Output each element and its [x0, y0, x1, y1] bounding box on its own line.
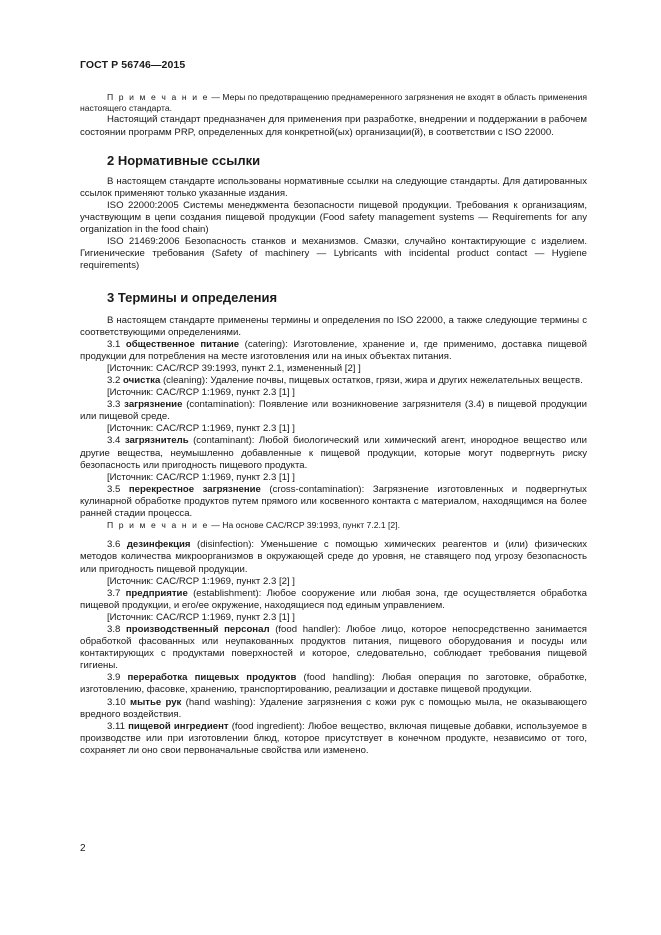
term-entry	[80, 588, 587, 612]
term-number: 3.11	[107, 720, 129, 732]
term-name: пищевой ингредиент	[128, 720, 229, 732]
term-source: [Источник: CAC/RCP 1:1969, пункт 2.3 [2] ]	[107, 575, 295, 587]
term-number: 3.4	[107, 435, 125, 447]
term-name: очистка	[123, 375, 161, 386]
term-number: 3.8	[107, 623, 126, 635]
term-name: предприятие	[125, 587, 188, 599]
section-2-paragraph-1: В настоящем стандарте использованы нормативные ссылки на следующие стандарты. Для датированных ссылок применяют только указанные издания.	[80, 175, 587, 199]
reference-iso-21469: ISO 21469:2006 Безопасность станков и механизмов. Смазки, случайно контактирующие с изделием. Гигиенические требования (Safety of machinery — Lybricants with incidental product contact — Hygiene requirements)	[80, 236, 587, 272]
document-code-header: ГОСТ Р 56746—2015	[80, 59, 186, 71]
term-definition: (cleaning): Удаление почвы, пищевых остатков, грязи, жира и других нежелательных веществ.	[160, 375, 583, 386]
note-label: П р и м е ч а н и е	[107, 92, 209, 102]
intro-paragraph: Настоящий стандарт предназначен для применения при разработке, внедрении и поддержании в рабочем состоянии программ PRP, определенных для конкретной(ых) организации(й), в соответствии с ISO 22000.	[80, 114, 587, 138]
term-name: перекрестное загрязнение	[128, 483, 261, 495]
term-entry	[80, 435, 587, 471]
term-definition: (cross-contamination): Загрязнение изготовленных и подвергнутых кулинарной обработке продуктов путем прямого или косвенного контакта с материалом, находящимся на более ранней стадии процесса.	[80, 483, 587, 520]
section-3-heading: 3 Термины и определения	[107, 290, 278, 306]
page-content	[80, 92, 587, 757]
term-definition: (contaminant): Любой биологический или химический агент, инородное вещество или другие вещества, неумышленно добавленные к пищевой продукции, которые могут подвергнуть риску безопасность или пригодность пищевого продукта.	[80, 435, 587, 471]
term-entry	[80, 624, 587, 672]
term-number: 3.7	[107, 587, 126, 599]
term-entry	[80, 721, 587, 757]
term-definition: (establishment): Любое сооружение или любая зона, где осуществляется обработка пищевой продукции, и его/ее окружение, находящиеся под единым управлением.	[80, 587, 587, 611]
term-number: 3.1	[107, 338, 126, 350]
term-source: [Источник: CAC/RCP 39:1993, пункт 2.1, измененный [2] ]	[107, 362, 361, 374]
term-number: 3.3	[107, 399, 125, 411]
page-number: 2	[80, 843, 86, 854]
term-definition: (food handler): Любое лицо, которое непосредственно занимается обработкой фасованных или неупакованных продуктов питания, пищевого оборудования и посуды или контактирующих с продуктами поверхностей и которое, следовательно, соблюдает требования пищевой гигиены.	[80, 623, 587, 672]
term-definition: (food handling): Любая операция по заготовке, обработке, изготовлению, фасовке, хранению, транспортированию, реализации и доставке пищевой продукции.	[80, 672, 587, 696]
term-entry	[80, 339, 587, 363]
intro-note	[80, 92, 587, 114]
note-text: — На основе CAC/RCP 39:1993, пункт 7.2.1 [2].	[208, 520, 400, 531]
term-entry	[80, 697, 587, 721]
term-note	[80, 520, 587, 531]
term-definition: (contamination): Появление или возникновение загрязнителя (3.4) в пищевой продукции или пищевой среде.	[80, 399, 587, 423]
term-source: [Источник: CAC/RCP 1:1969, пункт 2.3 [1] ]	[107, 611, 295, 623]
term-name: производственный персонал	[126, 623, 270, 635]
note-text: — Меры по предотвращению преднамеренного загрязнения не входят в область применения настоящего стандарта.	[80, 92, 587, 114]
section-2-heading: 2 Нормативные ссылки	[107, 152, 261, 168]
term-entry	[80, 672, 587, 696]
term-name: общественное питание	[125, 338, 240, 350]
term-number: 3.2	[107, 375, 124, 386]
term-name: мытье рук	[129, 696, 182, 708]
term-entry	[80, 484, 587, 520]
term-entry	[80, 399, 587, 423]
term-entry	[80, 375, 587, 387]
term-definition: (hand washing): Удаление загрязнения с кожи рук с помощью мыла, не оказывающего вредного воздействия.	[80, 696, 587, 720]
reference-iso-22000: ISO 22000:2005 Системы менеджмента безопасности пищевой продукции. Требования к организациям, участвующим в цепи создания пищевой продукции (Food safety management systems — Requirements for any organization in the food chain)	[80, 199, 587, 236]
term-definition: (catering): Изготовление, хранение и, где применимо, доставка пищевой продукции для потребления на месте изготовления или на иных объектах питания.	[80, 338, 587, 362]
term-name: переработка пищевых продуктов	[127, 672, 297, 684]
term-name: загрязнение	[124, 399, 183, 411]
term-source: [Источник: CAC/RCP 1:1969, пункт 2.3 [1] ]	[107, 423, 295, 435]
term-definition: (food ingredient): Любое вещество, включая пищевые добавки, используемое в производстве или при изготовлении блюд, которое присутствует в конечном продукте, независимо от того, сохраняет ли оно свои первоначальные свойства или изменено.	[80, 720, 587, 756]
term-source: [Источник: CAC/RCP 1:1969, пункт 2.3 [1] ]	[107, 471, 295, 483]
term-list-2	[80, 539, 587, 757]
term-definition: (disinfection): Уменьшение с помощью химических реагентов и (или) физических методов количества микроорганизмов в окружающей среде до уровня, не ставящего под угрозу безопасность или пригодность пищевой продукции.	[80, 539, 587, 575]
term-number: 3.9	[107, 672, 128, 684]
term-number: 3.10	[107, 696, 130, 708]
term-source: [Источник: CAC/RCP 1:1969, пункт 2.3 [1] ]	[107, 387, 295, 399]
term-name: загрязнитель	[124, 435, 189, 447]
term-name: дезинфекция	[126, 539, 191, 551]
term-entry	[80, 539, 587, 575]
term-number: 3.6	[107, 539, 127, 551]
term-list-1	[80, 339, 587, 520]
term-number: 3.5	[107, 483, 129, 495]
note-label: П р и м е ч а н и е	[107, 520, 209, 531]
section-3-intro: В настоящем стандарте применены термины и определения по ISO 22000, а также следующие термины с соответствующими определениями.	[80, 314, 587, 338]
